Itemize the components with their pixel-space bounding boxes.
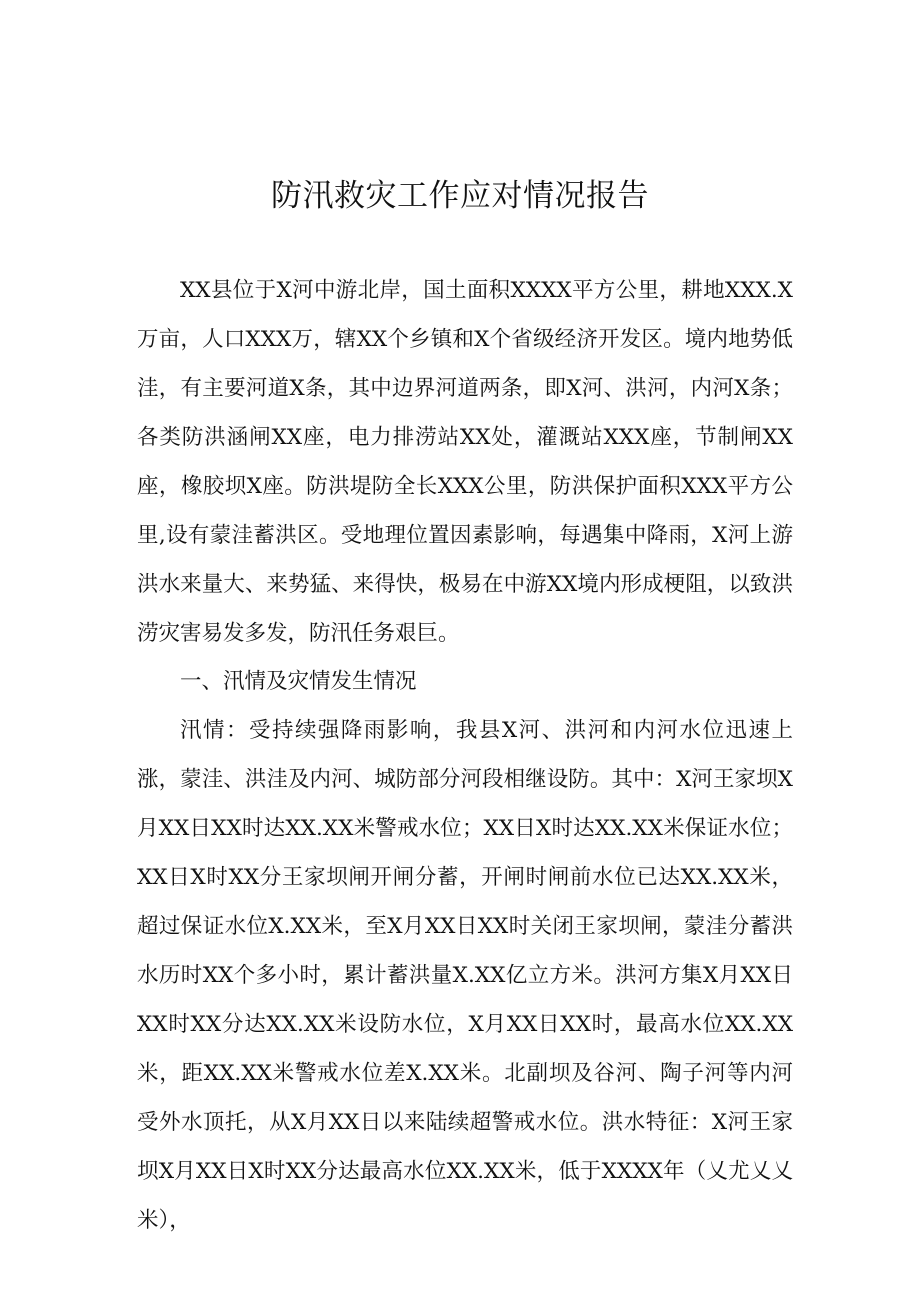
- section-paragraph: 汛情：受持续强降雨影响，我县X河、洪河和内河水位迅速上涨，蒙洼、洪洼及内河、城防部分河段相继设防。其中：X河王家坝X月XX日XX时达XX.XX米警戒水位；XX日X时达XX.XX米保证水位；XX日X时XX分王家坝闸开闸分蓄，开闸时闸前水位已达XX.XX米，超过保证水位X.XX米，至X月XX日XX时关闭王家坝闸，蒙洼分蓄洪水历时XX个多小时，累计蓄洪量X.XX亿立方米。洪河方集X月XX日XX时XX分达XX.XX米设防水位，X月XX日XX时，最高水位XX.XX米，距XX.XX米警戒水位差X.XX米。北副坝及谷河、陶子河等内河受外水顶托，从X月XX日以来陆续超警戒水位。洪水特征：X河王家坝X月XX日X时XX分达最高水位XX.XX米，低于XXXX年（乂尤乂乂米），: [137, 718, 793, 1233]
- intro-paragraph: XX县位于X河中游北岸，国土面积XXXX平方公里，耕地XXX.X万亩，人口XXX万，辖XX个乡镇和X个省级经济开发区。境内地势低洼，有主要河道X条，其中边界河道两条，即X河、洪河，内河X条；各类防洪涵闸XX座，电力排涝站XX处，灌溉站XXX座，节制闸XX座，橡胶坝X座。防洪堤防全长XXX公里，防洪保护面积XXX平方公里,设有蒙洼蓄洪区。受地理位置因素影响，每遇集中降雨，X河上游洪水来量大、来势猛、来得快，极易在中游XX境内形成梗阻，以致洪涝灾害易发多发，防汛任务艰巨。: [137, 278, 793, 646]
- document-title: 防汛救灾工作应对情况报告: [271, 178, 649, 214]
- section-heading: 一、汛情及灾情发生情况: [180, 669, 417, 694]
